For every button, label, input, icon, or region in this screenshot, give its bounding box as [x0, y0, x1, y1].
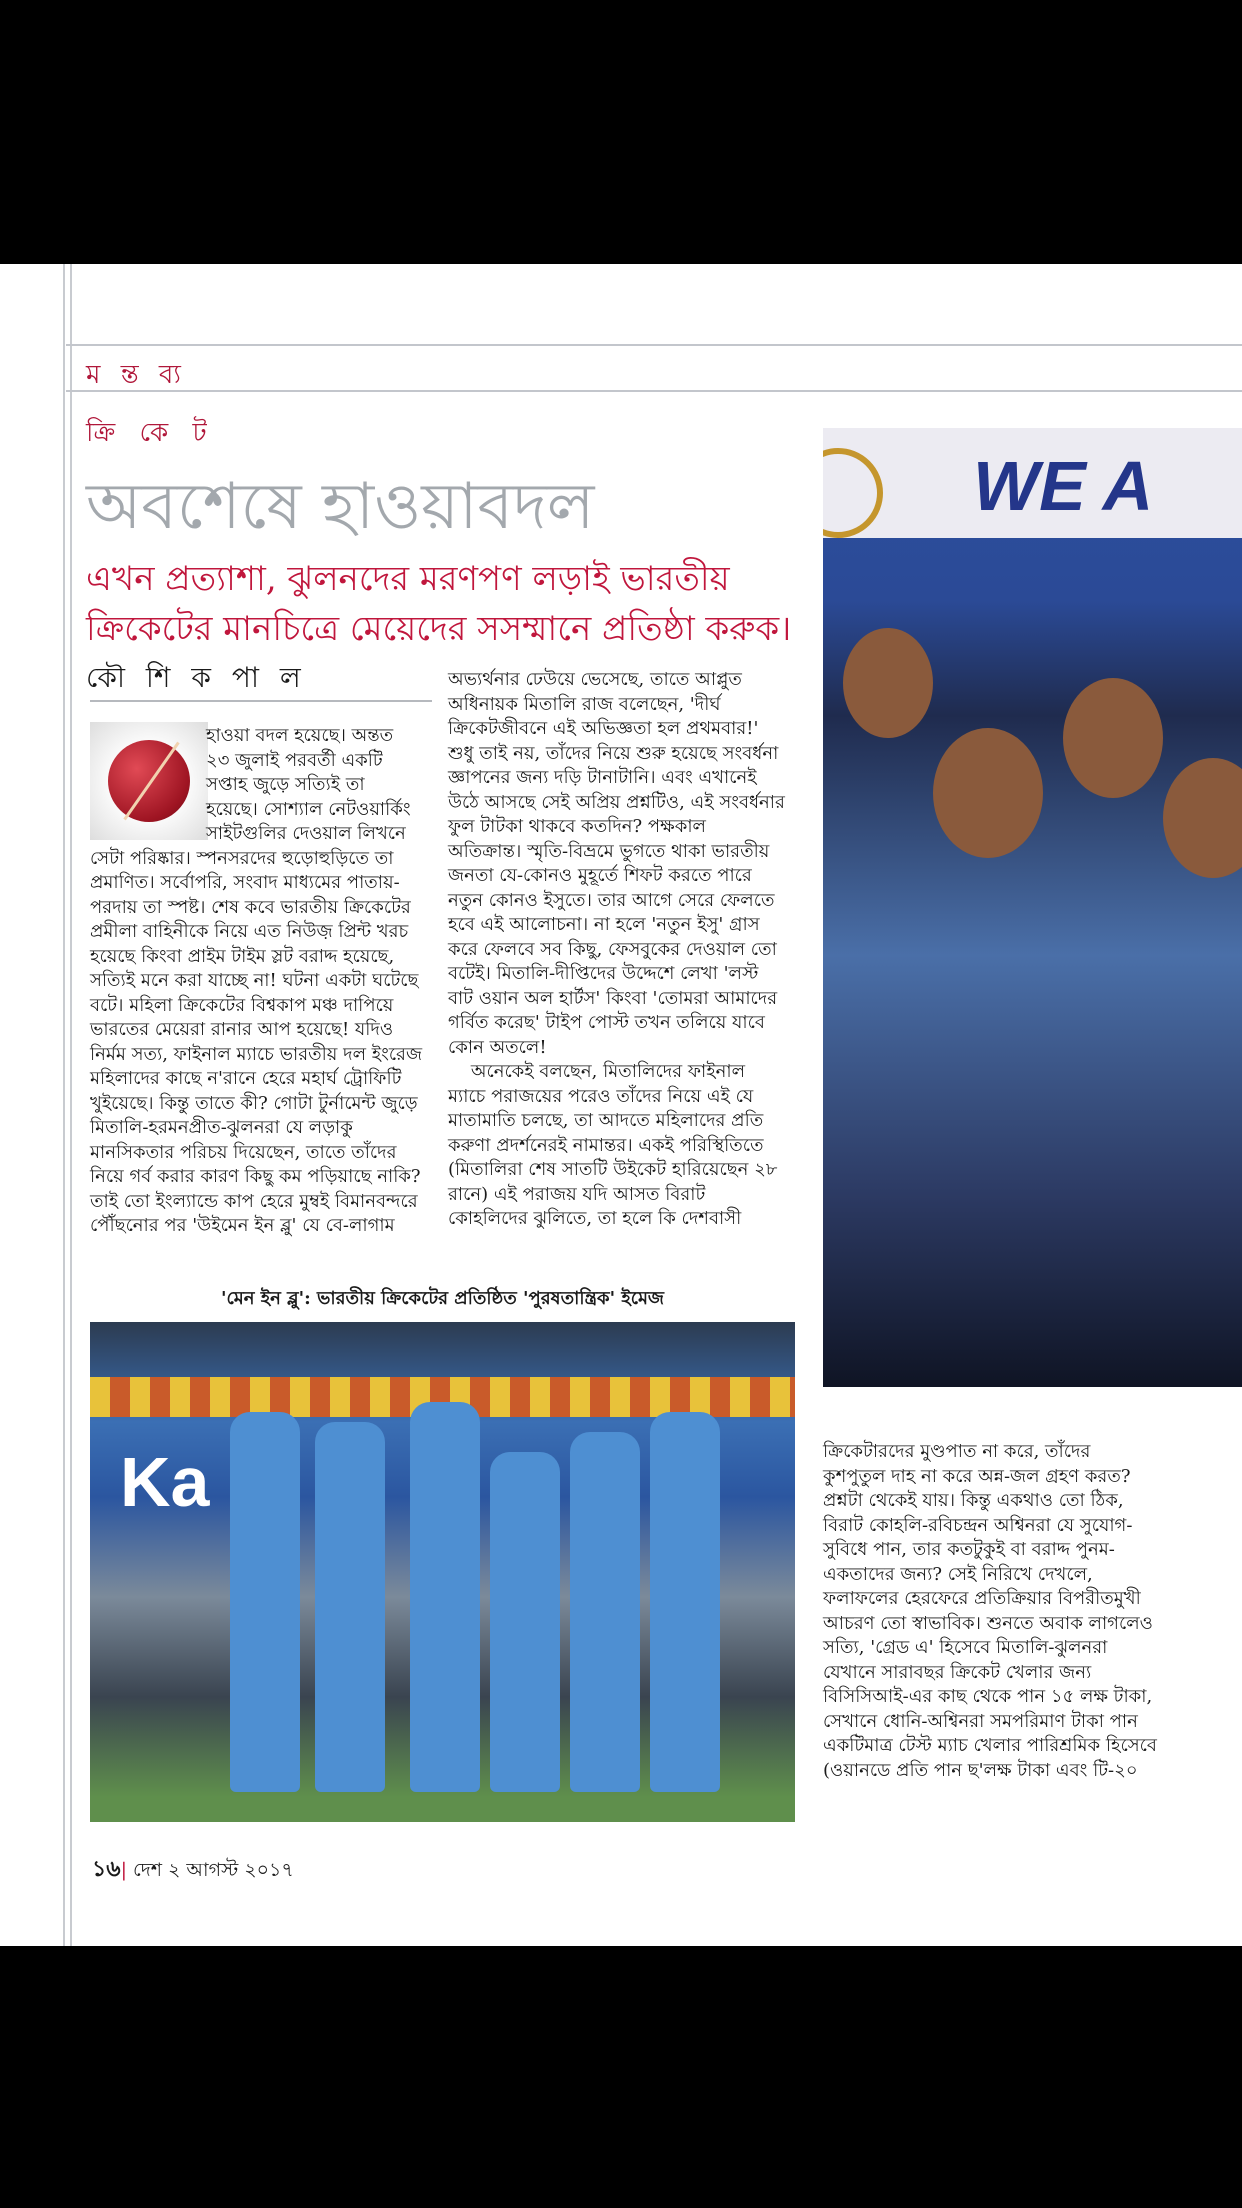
- kicker: ক্রি কে ট: [86, 418, 215, 448]
- page-number: ১৬: [92, 1856, 121, 1882]
- body-line: বটে। মহিলা ক্রিকেটের বিশ্বকাপ মঞ্চ দাপিয়ে: [90, 994, 394, 1016]
- body-line: করে ফেলবে সব কিছু, ফেসবুকের দেওয়াল তো: [448, 938, 777, 960]
- body-line: হবে এই আলোচনা। না হলে 'নতুন ইসু' গ্রাস: [448, 914, 760, 935]
- body-line: সুবিধে পান, তার কতটুকুই বা বরাদ্দ পুনম-: [823, 1539, 1115, 1560]
- body-line: তাই তো ইংল্যান্ডে কাপ হেরে মুম্বই বিমানবন্দরে: [90, 1190, 418, 1212]
- body-line: একটিমাত্র টেস্ট ম্যাচ খেলার পারিশ্রমিক হিসেবে: [823, 1735, 1157, 1756]
- body-line: মানসিকতার পরিচয় দিয়েছেন, তাতে তাঁদের: [90, 1141, 397, 1163]
- page-footer: [92, 1852, 294, 1889]
- body-line: নিয়ে গর্ব করার কারণ কিছু কম পড়িয়াছে নাকি?: [90, 1166, 421, 1187]
- body-line: অভ্যর্থনার ঢেউয়ে ভেসেছে, তাতে আপ্লুত: [448, 669, 742, 690]
- body-line: ক্রিকেটজীবনে এই অভিজ্ঞতা হল প্রথমবার!': [448, 718, 759, 739]
- magazine-page: [0, 264, 1242, 1946]
- body-column-3: [823, 1440, 1223, 1783]
- body-line: কোন অতলে!: [448, 1036, 547, 1058]
- body-line: কোহলিদের ঝুলিতে, তা হলে কি দেশবাসী: [448, 1208, 742, 1229]
- body-line: নতুন কোনও ইসুতে। তার আগে সেরে ফেলতে: [448, 889, 775, 911]
- header-rule: [66, 344, 1242, 346]
- body-line: করুণা প্রদর্শনেরই নামান্তর। একই পরিস্থিতিতে: [448, 1134, 764, 1156]
- women-team-photo: [823, 428, 1242, 1387]
- body-column-1: [90, 724, 430, 1239]
- body-line: হয়েছে কিংবা প্রাইম টাইম স্লট বরাদ্দ হয়েছে,: [90, 945, 395, 967]
- body-line: জ্ঞাপনের জন্য দড়ি টানাটানি। এবং এখানেই: [448, 767, 757, 788]
- body-line: প্রশ্নটা থেকেই যায়। কিন্তু একথাও তো ঠিক,: [823, 1490, 1124, 1511]
- banner-text: WE A: [973, 447, 1154, 525]
- body-line: বটেই। মিতালি-দীপ্তিদের উদ্দেশে লেখা 'লস্ট: [448, 963, 759, 984]
- subheadline-line: এখন প্রত্যাশা, ঝুলনদের মরণপণ লড়াই ভারতীয়: [86, 559, 730, 599]
- byline-rule: [90, 700, 432, 702]
- body-line: সপ্তাহ জুড়ে সত্যিই তা: [206, 774, 365, 795]
- body-line: যেখানে সারাবছর ক্রিকেট খেলার জন্য: [823, 1661, 1092, 1683]
- header-rule: [66, 390, 1242, 392]
- body-line: সত্যি, 'গ্রেড এ' হিসেবে মিতালি-ঝুলনরা: [823, 1637, 1108, 1658]
- body-line: ২৩ জুলাই পরবর্তী একটি: [206, 749, 383, 771]
- body-line: হাওয়া বদল হয়েছে। অন্তত: [206, 725, 394, 746]
- body-line: প্রমীলা বাহিনীকে নিয়ে এত নিউজ় প্রিন্ট খরচ: [90, 921, 409, 942]
- body-line: ফলাফলের হেরফেরে প্রতিক্রিয়ার বিপরীতমুখী: [823, 1588, 1141, 1609]
- body-line: বিসিসিআই-এর কাছ থেকে পান ১৫ লক্ষ টাকা,: [823, 1686, 1153, 1707]
- body-line: কুশপুতুল দাহ না করে অন্ন-জল গ্রহণ করত?: [823, 1465, 1131, 1487]
- body-line: সাইটগুলির দেওয়াল লিখনে: [206, 823, 406, 844]
- photo-caption: 'মেন ইন ব্লু': ভারতীয় ক্রিকেটের প্রতিষ্ঠিত 'পুরষতান্ত্রিক' ইমেজ: [220, 1288, 665, 1309]
- body-line: সেখানে ধোনি-অশ্বিনরা সমপরিমাণ টাকা পান: [823, 1710, 1138, 1732]
- margin-rule: [63, 264, 65, 1946]
- body-line: নির্মম সত্য, ফাইনাল ম্যাচে ভারতীয় দল ইংরেজ: [90, 1043, 423, 1065]
- body-line: পরদায় তা স্পষ্ট। শেষ কবে ভারতীয় ক্রিকেটের: [90, 896, 411, 918]
- men-team-photo: [90, 1322, 795, 1822]
- body-line: মাতামাতি চলছে, তা আদতে মহিলাদের প্রতি: [448, 1110, 764, 1131]
- body-line: অতিক্রান্ত। স্মৃতি-বিভ্রমে ভুগতে থাকা ভারতীয়: [448, 840, 770, 862]
- body-line: শুধু তাই নয়, তাঁদের নিয়ে শুরু হয়েছে সংবর্ধনা: [448, 742, 779, 764]
- body-line: গর্বিত করেছ' টাইপ পোস্ট তখন তলিয়ে যাবে: [448, 1012, 765, 1033]
- section-label: ম ন্ত ব্য: [86, 360, 187, 390]
- body-line: একতাদের জন্য? সেই নিরিখে দেখলে,: [823, 1563, 1093, 1585]
- body-line: বিরাট কোহলি-রবিচন্দ্রন অশ্বিনরা যে সুযোগ-: [823, 1514, 1133, 1536]
- body-line: ম্যাচে পরাজয়ের পরেও তাঁদের নিয়ে এই যে: [448, 1085, 754, 1107]
- body-line: ক্রিকেটারদের মুণ্ডপাত না করে, তাঁদের: [823, 1441, 1091, 1462]
- body-column-2: [448, 668, 788, 1232]
- body-line: অধিনায়ক মিতালি রাজ বলেছেন, 'দীর্ঘ: [448, 693, 721, 715]
- body-line: হয়েছে। সোশ্যাল নেটওয়ার্কিং: [206, 798, 411, 820]
- body-line: সত্যিই মনে করা যাচ্ছে না! ঘটনা একটা ঘটেছে: [90, 970, 419, 991]
- headline: অবশেষে হাওয়াবদল: [86, 470, 595, 544]
- margin-rule: [70, 264, 72, 1946]
- body-line: বাট ওয়ান অল হার্টস' কিংবা 'তোমরা আমাদের: [448, 987, 778, 1009]
- footer-separator: |: [120, 1859, 127, 1881]
- byline: কৌ শি ক পা ল: [86, 661, 307, 694]
- body-line: ভারতের মেয়েরা রানার আপ হয়েছে! যদিও: [90, 1019, 394, 1040]
- body-line: প্রমাণিত। সর্বোপরি, সংবাদ মাধ্যমের পাতায়-: [90, 872, 400, 893]
- body-line: উঠে আসছে সেই অপ্রিয় প্রশ্নটিও, এই সংবর্ধনার: [448, 791, 785, 813]
- body-line: অনেকেই বলছেন, মিতালিদের ফাইনাল: [448, 1061, 745, 1082]
- subheadline: [86, 554, 791, 654]
- body-line: (মিতালিরা শেষ সাতটি উইকেট হারিয়েছেন ২৮: [448, 1159, 778, 1180]
- body-line: (ওয়ানডে প্রতি পান ছ'লক্ষ টাকা এবং টি-২০: [823, 1759, 1138, 1781]
- body-line: ফুল টাটকা থাকবে কতদিন? পক্ষকাল: [448, 816, 706, 837]
- body-line: আচরণ তো স্বাভাবিক। শুনতে অবাক লাগলেও: [823, 1612, 1153, 1634]
- body-line: সেটা পরিষ্কার। স্পনসরদের হুড়োহুড়িতে তা: [90, 847, 394, 869]
- body-line: মহিলাদের কাছে ন'রানে হেরে মহার্ঘ ট্রোফিটি: [90, 1068, 402, 1089]
- body-line: খুইয়েছে। কিন্তু তাতে কী? গোটা টুর্নামেন্ট জুড়ে: [90, 1092, 418, 1114]
- body-line: রানে) এই পরাজয় যদি আসত বিরাট: [448, 1183, 706, 1205]
- body-line: পৌঁছনোর পর 'উইমেন ইন ব্লু' যে বে-লাগাম: [90, 1215, 395, 1236]
- body-line: জনতা যে-কোনও মুহূর্তে শিফট করতে পারে: [448, 865, 752, 886]
- issue-date: দেশ ২ আগস্ট ২০১৭: [127, 1859, 294, 1881]
- backdrop-text: Ka: [120, 1443, 210, 1521]
- subheadline-line: ক্রিকেটের মানচিত্রে মেয়েদের সসম্মানে প্রতিষ্ঠা করুক।: [86, 609, 792, 649]
- body-line: মিতালি-হরমনপ্রীত-ঝুলনরা যে লড়াকু: [90, 1117, 353, 1138]
